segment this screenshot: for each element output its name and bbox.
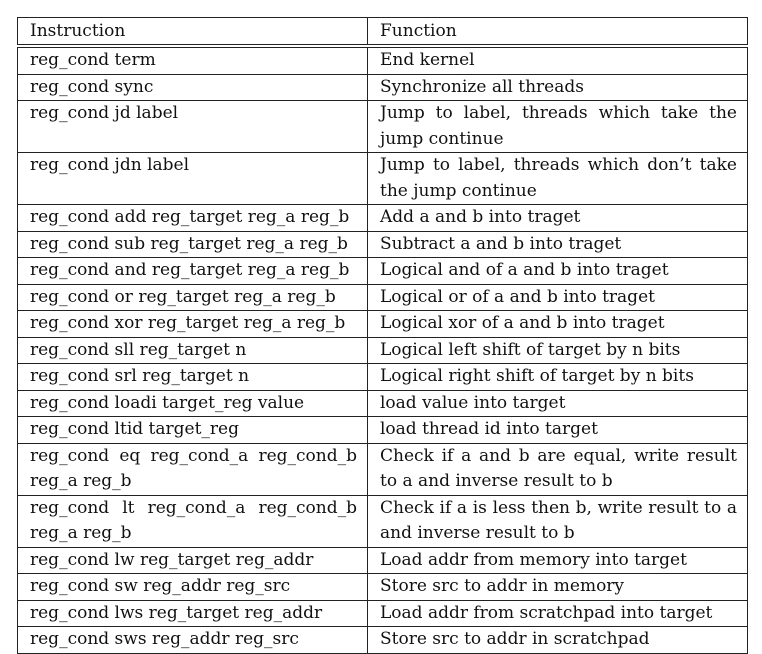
instruction-cell: reg_cond lt reg_cond_a reg_cond_b reg_a reg_b: [18, 495, 368, 547]
function-cell: Subtract a and b into traget: [368, 231, 748, 258]
instruction-cell: reg_cond or reg_target reg_a reg_b: [18, 284, 368, 311]
function-cell: Store src to addr in memory: [368, 574, 748, 601]
table-header: [18, 18, 748, 47]
instruction-cell: reg_cond lws reg_target reg_addr: [18, 600, 368, 627]
table-row: [18, 258, 748, 285]
table-row: [18, 46, 748, 74]
header-instruction: Instruction: [18, 18, 368, 47]
function-cell: End kernel: [368, 46, 748, 74]
function-cell: Logical or of a and b into traget: [368, 284, 748, 311]
function-cell: Jump to label, threads which don’t take the jump continue: [368, 153, 748, 205]
table-row: [18, 205, 748, 232]
function-cell: Load addr from memory into target: [368, 547, 748, 574]
function-cell: Synchronize all threads: [368, 74, 748, 101]
instruction-cell: reg_cond term: [18, 46, 368, 74]
table-row: [18, 337, 748, 364]
table-row: [18, 284, 748, 311]
instruction-cell: reg_cond jdn label: [18, 153, 368, 205]
table-row: [18, 495, 748, 547]
instruction-cell: reg_cond sub reg_target reg_a reg_b: [18, 231, 368, 258]
instruction-cell: reg_cond and reg_target reg_a reg_b: [18, 258, 368, 285]
instruction-cell: reg_cond srl reg_target n: [18, 364, 368, 391]
table-row: [18, 311, 748, 338]
function-cell: Logical xor of a and b into traget: [368, 311, 748, 338]
function-cell: Check if a is less then b, write result to a and inverse result to b: [368, 495, 748, 547]
table-row: [18, 153, 748, 205]
table-row: [18, 231, 748, 258]
function-cell: load value into target: [368, 390, 748, 417]
table-row: [18, 101, 748, 153]
header-function: Function: [368, 18, 748, 47]
instruction-cell: reg_cond sw reg_addr reg_src: [18, 574, 368, 601]
table-row: [18, 74, 748, 101]
instruction-cell: reg_cond sync: [18, 74, 368, 101]
table-row: [18, 600, 748, 627]
function-cell: Store src to addr in scratchpad: [368, 627, 748, 654]
instruction-cell: reg_cond eq reg_cond_a reg_cond_b reg_a reg_b: [18, 443, 368, 495]
instruction-cell: reg_cond add reg_target reg_a reg_b: [18, 205, 368, 232]
instruction-cell: reg_cond sws reg_addr reg_src: [18, 627, 368, 654]
instruction-cell: reg_cond ltid target_reg: [18, 417, 368, 444]
instruction-cell: reg_cond lw reg_target reg_addr: [18, 547, 368, 574]
instruction-cell: reg_cond jd label: [18, 101, 368, 153]
table-body: [18, 46, 748, 653]
function-cell: load thread id into target: [368, 417, 748, 444]
table-row: [18, 627, 748, 654]
table-row: [18, 364, 748, 391]
table-row: [18, 390, 748, 417]
header-row: [18, 18, 748, 47]
table-row: [18, 547, 748, 574]
function-cell: Add a and b into traget: [368, 205, 748, 232]
function-cell: Check if a and b are equal, write result to a and inverse result to b: [368, 443, 748, 495]
function-cell: Jump to label, threads which take the jump continue: [368, 101, 748, 153]
table-row: [18, 443, 748, 495]
function-cell: Logical right shift of target by n bits: [368, 364, 748, 391]
function-cell: Logical left shift of target by n bits: [368, 337, 748, 364]
instruction-table: [17, 17, 748, 654]
function-cell: Logical and of a and b into traget: [368, 258, 748, 285]
table-row: [18, 574, 748, 601]
instruction-cell: reg_cond loadi target_reg value: [18, 390, 368, 417]
instruction-cell: reg_cond xor reg_target reg_a reg_b: [18, 311, 368, 338]
function-cell: Load addr from scratchpad into target: [368, 600, 748, 627]
table-row: [18, 417, 748, 444]
instruction-cell: reg_cond sll reg_target n: [18, 337, 368, 364]
